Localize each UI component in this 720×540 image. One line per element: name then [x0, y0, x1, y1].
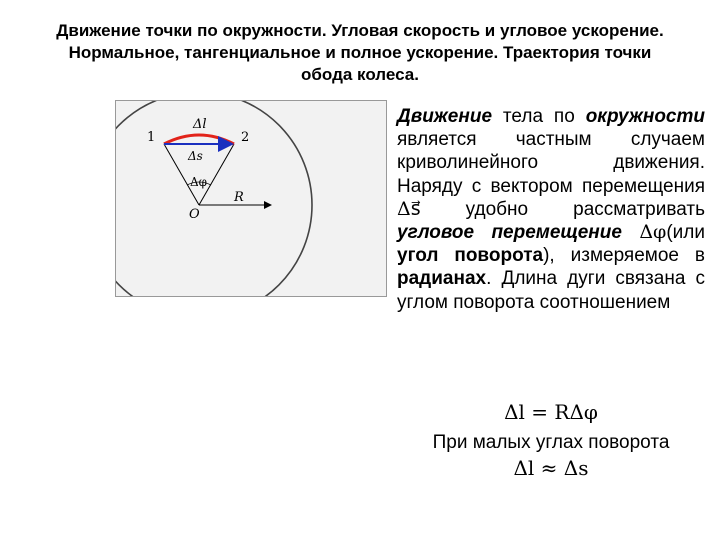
- para-text-2: является частным случаем криволинейного движения. Наряду с вектором перемещения: [397, 129, 705, 197]
- label-point-1: 1: [147, 130, 156, 145]
- term-rotation-angle: угол поворота: [397, 245, 544, 267]
- para-text-7: . Длина дуги связана с углом поворота соотношением: [397, 268, 705, 313]
- label-radius: R: [234, 190, 244, 205]
- title-line-3: обода колеса.: [301, 65, 419, 84]
- label-arc: Δl: [193, 117, 207, 132]
- para-text-4: [622, 222, 639, 243]
- title-line-2: Нормальное, тангенциальное и полное ускорение. Траектория точки: [68, 43, 652, 62]
- term-motion: Движение: [397, 106, 493, 127]
- title-line-1: Движение точки по окружности. Угловая скорость и угловое ускорение.: [56, 21, 664, 40]
- label-center: O: [189, 207, 200, 222]
- para-text-6: ), измеряемое в: [543, 245, 705, 267]
- term-radians: радианах: [397, 268, 487, 290]
- slide-title: [20, 20, 700, 86]
- explanation-paragraph: [397, 105, 705, 314]
- arc-delta-l: [164, 135, 234, 144]
- symbol-delta-s: Δs⃗: [397, 197, 421, 220]
- para-text-1: тела по: [492, 106, 586, 127]
- para-text-5: (или: [666, 222, 705, 244]
- para-text-3: удобно рассматривать: [420, 198, 705, 220]
- formula-approximation: Δl ≈ Δs: [513, 456, 589, 480]
- formula-arc-length: Δl = RΔφ: [504, 400, 598, 424]
- circle-trajectory: [116, 101, 312, 296]
- symbol-delta-phi: Δφ: [639, 221, 667, 244]
- small-angles-caption: При малых углах поворота: [432, 432, 670, 453]
- term-circle: окружности: [585, 106, 705, 127]
- label-point-2: 2: [241, 130, 250, 145]
- term-angular-displacement: угловое перемещение: [397, 222, 622, 244]
- circle-diagram: [116, 101, 386, 296]
- label-chord: Δs: [188, 149, 203, 163]
- circle-figure: [115, 100, 387, 297]
- label-angle: Δφ: [190, 175, 208, 189]
